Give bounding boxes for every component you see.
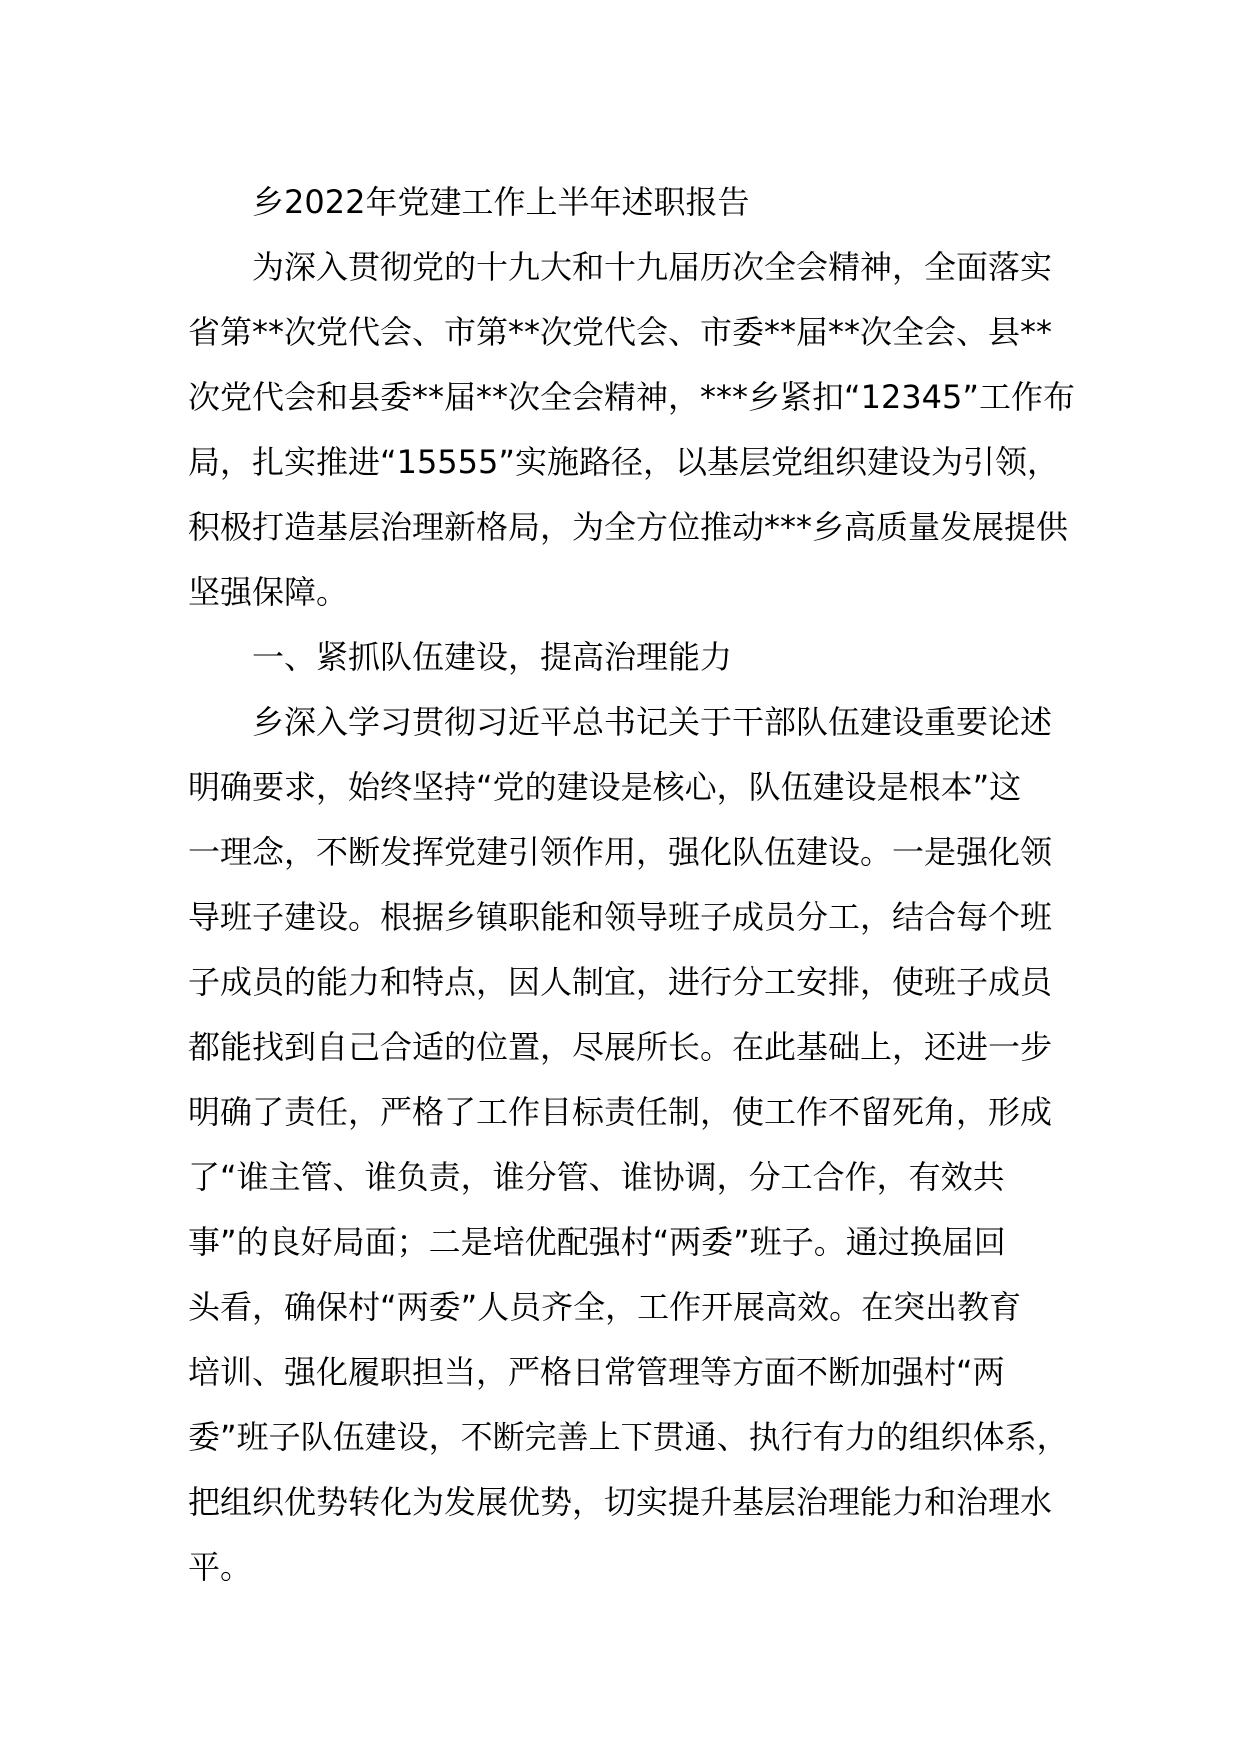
intro-line-3: 次党代会和县委**届**次全会精神，***乡紧扣“12345”工作布 [188, 378, 1075, 416]
body-line-1: 乡深入学习贯彻习近平总书记关于干部队伍建设重要论述 [252, 703, 1053, 741]
body-line-9: 事”的良好局面；二是培优配强村“两委”班子。通过换届回 [188, 1223, 1006, 1261]
body-line-12: 委”班子队伍建设，不断完善上下贯通、执行有力的组织体系， [188, 1418, 1069, 1456]
body-line-4: 导班子建设。根据乡镇职能和领导班子成员分工，结合每个班 [188, 898, 1053, 936]
body-line-8: 了“谁主管、谁负责，谁分管、谁协调，分工合作，有效共 [188, 1158, 1005, 1196]
intro-line-1: 为深入贯彻党的十九大和十九届历次全会精神，全面落实 [252, 248, 1053, 286]
body-line-5: 子成员的能力和特点，因人制宜，进行分工安排，使班子成员 [188, 963, 1053, 1001]
body-line-14: 平。 [188, 1548, 253, 1586]
document-body [188, 170, 1075, 1600]
intro-line-2: 省第**次党代会、市第**次党代会、市委**届**次全会、县** [188, 313, 1053, 351]
body-line-10: 头看，确保村“两委”人员齐全，工作开展高效。在突出教育 [188, 1288, 1022, 1326]
body-line-13: 把组织优势转化为发展优势，切实提升基层治理能力和治理水 [188, 1483, 1053, 1521]
document-title: 乡2022年党建工作上半年述职报告 [252, 183, 750, 221]
intro-line-4: 局，扎实推进“15555”实施路径，以基层党组织建设为引领， [188, 443, 1059, 481]
body-line-3: 一理念，不断发挥党建引领作用，强化队伍建设。一是强化领 [188, 833, 1053, 871]
intro-line-6: 坚强保障。 [188, 573, 349, 611]
body-line-11: 培训、强化履职担当，严格日常管理等方面不断加强村“两 [188, 1353, 1005, 1391]
intro-line-5: 积极打造基层治理新格局，为全方位推动***乡高质量发展提供 [188, 508, 1069, 546]
body-line-2: 明确要求，始终坚持“党的建设是核心，队伍建设是根本”这 [188, 768, 1022, 806]
section-heading: 一、紧抓队伍建设，提高治理能力 [252, 638, 733, 676]
body-line-6: 都能找到自己合适的位置，尽展所长。在此基础上，还进一步 [188, 1028, 1053, 1066]
body-line-7: 明确了责任，严格了工作目标责任制，使工作不留死角，形成 [188, 1093, 1053, 1131]
